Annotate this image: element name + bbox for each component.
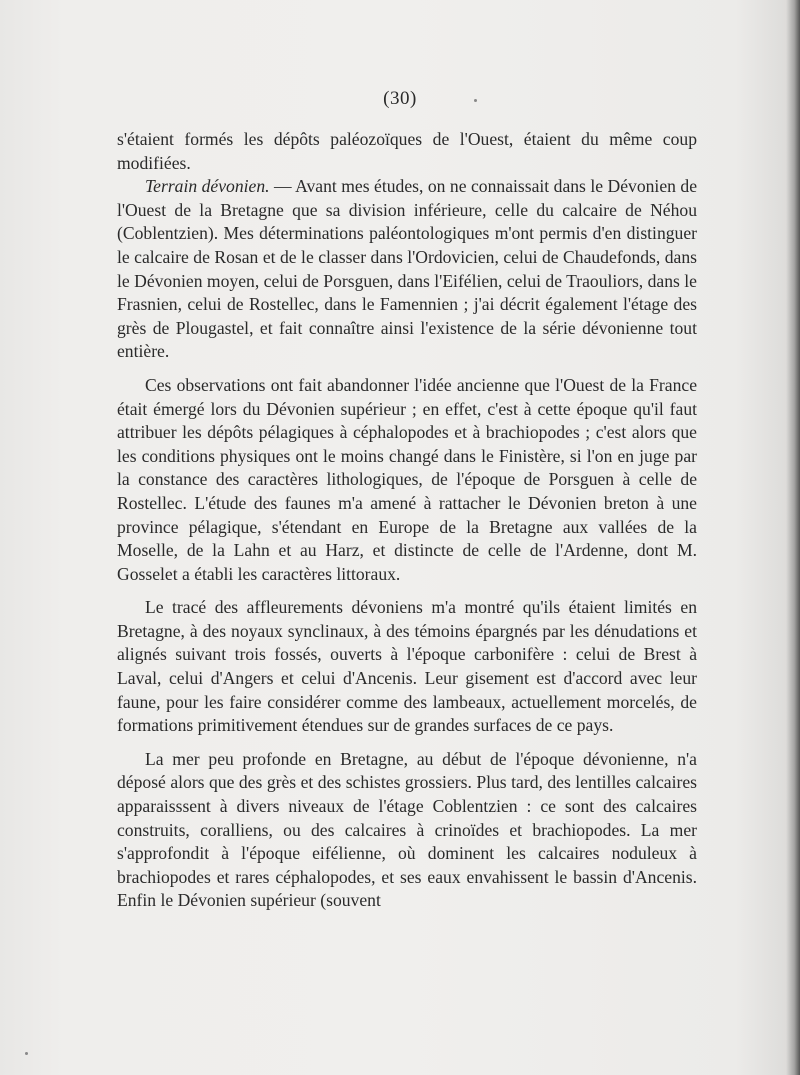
page-edge-shadow (786, 0, 800, 1075)
paragraph-3: Ces observations ont fait abandonner l'idée ancienne que l'Ouest de la France était émergé lors du Dévonien supérieur ; en effet, c'est à cette époque qu'il faut attribuer les dépôts pélagiques à céphalopodes et à brachiopodes ; c'est alors que les conditions physiques ont le moins changé dans le Finistère, si l'on en juge par la constance des caractères lithologiques, de l'époque de Porsguen à celle de Rostellec. L'étude des faunes m'a amené à rattacher le Dévonien breton à une province pélagique, s'étendant en Europe de la Bretagne aux vallées de la Moselle, de la Lahn et au Harz, et distincte de celle de l'Ardenne, dont M. Gosselet a établi les caractères littoraux. (117, 374, 697, 584)
scan-speck (25, 1052, 28, 1055)
paragraph-5: La mer peu profonde en Bretagne, au début de l'époque dévonienne, n'a déposé alors que des grès et des schistes grossiers. Plus tard, des lentilles calcaires apparaisssent à divers niveaux de l'étage Coblentzien : ce sont des calcaires construits, coralliens, ou des calcaires à crinoïdes et brachiopodes. La mer s'approfondit à l'époque eifélienne, où dominent les calcaires noduleux à brachiopodes et rares céphalopodes, et ses eaux envahissent le bassin d'Ancenis. Enfin le Dévonien supérieur (souvent (117, 748, 697, 911)
paragraph-2-text: — Avant mes études, on ne connaissait dans le Dévonien de l'Ouest de la Bretagne que sa division inférieure, celle du calcaire de Néhou (Coblentzien). Mes déterminations paléontologiques m'ont permis d'en distinguer le calcaire de Rosan et de le classer dans l'Ordovicien, celui de Chaudefonds, dans le Dévonien moyen, celui de Porsguen, dans l'Eifélien, celui de Traouliors, dans le Frasnien, celui de Rostellec, dans le Famennien ; j'ai décrit également l'étage des grès de Plougastel, et fait connaître ainsi l'existence de la série dévonienne tout entière. (117, 176, 697, 362)
page-number: (30) (383, 88, 417, 109)
scan-speck (474, 99, 477, 102)
paragraph-4: Le tracé des affleurements dévoniens m'a montré qu'ils étaient limités en Bretagne, à des noyaux synclinaux, à des témoins épargnés par les dénudations et alignés suivant trois fossés, ouverts à l'époque carbonifère : celui de Brest à Laval, celui d'Angers et celui d'Ancenis. Leur gisement est d'accord avec leur faune, pour les faire considérer comme des lambeaux, actuellement morcelés, de formations primitivement étendues sur de grandes surfaces de ce pays. (117, 597, 697, 736)
paragraph-1: s'étaient formés les dépôts paléozoïques de l'Ouest, étaient du même coup modifiées. (117, 129, 697, 173)
paragraph-2 (117, 175, 697, 364)
section-heading-devonian: Terrain dévonien. (145, 176, 270, 197)
body-text (117, 128, 697, 913)
